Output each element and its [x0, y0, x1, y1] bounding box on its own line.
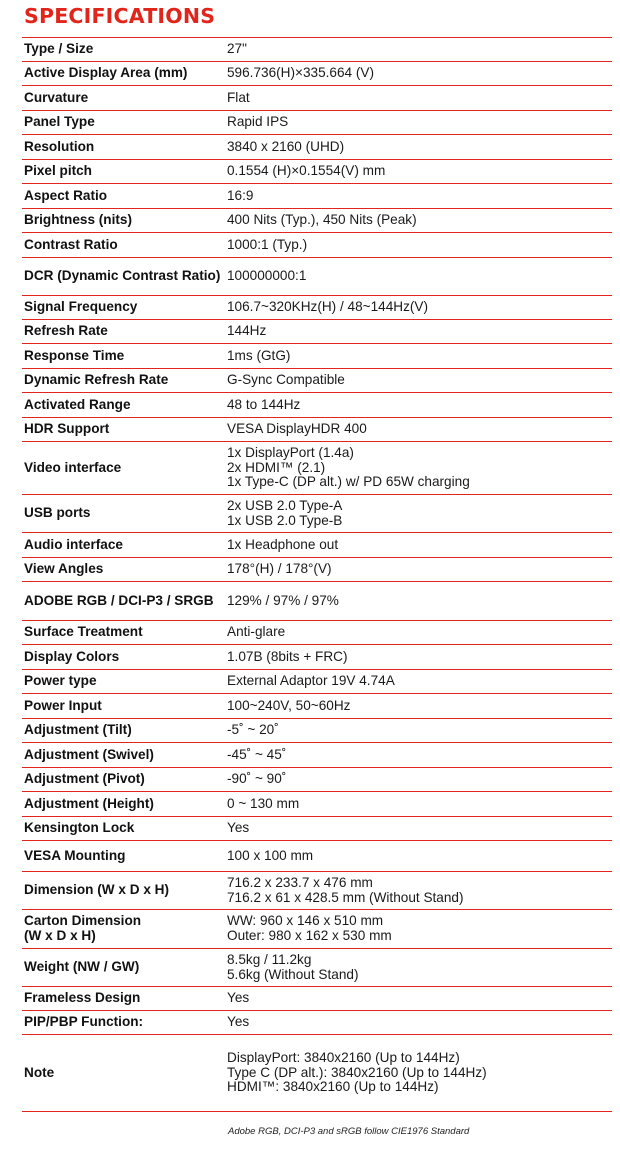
spec-value: 3840 x 2160 (UHD) [222, 135, 612, 160]
spec-label: ADOBE RGB / DCI-P3 / SRGB [22, 582, 222, 621]
spec-row [22, 160, 612, 184]
spec-row [22, 442, 612, 495]
spec-row [22, 1035, 612, 1112]
spec-value: External Adaptor 19V 4.74A [222, 670, 612, 694]
spec-label: Signal Frequency [22, 296, 222, 320]
page-title: SPECIFICATIONS [24, 4, 216, 28]
spec-value: Rapid IPS [222, 111, 612, 135]
spec-value: -5˚ ~ 20˚ [222, 719, 612, 743]
spec-value: Flat [222, 86, 612, 111]
spec-row [22, 872, 612, 910]
color-standard-footnote: Adobe RGB, DCI-P3 and sRGB follow CIE1976 Standard [228, 1126, 470, 1137]
spec-row [22, 768, 612, 792]
spec-value: 2x USB 2.0 Type-A 1x USB 2.0 Type-B [222, 495, 612, 533]
spec-row [22, 296, 612, 320]
spec-value: 8.5kg / 11.2kg 5.6kg (Without Stand) [222, 949, 612, 987]
spec-row [22, 558, 612, 582]
spec-row [22, 62, 612, 86]
spec-row [22, 320, 612, 344]
spec-value: Yes [222, 817, 612, 841]
spec-value: 1ms (GtG) [222, 344, 612, 369]
spec-row [22, 533, 612, 558]
spec-value: VESA DisplayHDR 400 [222, 418, 612, 442]
spec-row [22, 418, 612, 442]
spec-row [22, 209, 612, 233]
spec-label: Aspect Ratio [22, 184, 222, 209]
spec-value: 144Hz [222, 320, 612, 344]
spec-label: Response Time [22, 344, 222, 369]
spec-label: Power Input [22, 694, 222, 719]
spec-row [22, 719, 612, 743]
spec-value: 100~240V, 50~60Hz [222, 694, 612, 719]
spec-label: Display Colors [22, 645, 222, 670]
spec-label: HDR Support [22, 418, 222, 442]
spec-row [22, 38, 612, 62]
spec-row [22, 910, 612, 949]
spec-label: Weight (NW / GW) [22, 949, 222, 987]
spec-value: G-Sync Compatible [222, 369, 612, 393]
spec-row [22, 949, 612, 987]
spec-value: 596.736(H)×335.664 (V) [222, 62, 612, 86]
spec-row [22, 743, 612, 768]
spec-value: 1x Headphone out [222, 533, 612, 558]
spec-label: View Angles [22, 558, 222, 582]
spec-row [22, 582, 612, 621]
spec-label: Active Display Area (mm) [22, 62, 222, 86]
spec-value: -45˚ ~ 45˚ [222, 743, 612, 768]
spec-value: 716.2 x 233.7 x 476 mm 716.2 x 61 x 428.5 mm (Without Stand) [222, 872, 612, 910]
spec-row [22, 184, 612, 209]
spec-label: Brightness (nits) [22, 209, 222, 233]
spec-value: 100000000:1 [222, 258, 612, 296]
specifications-table-body [22, 38, 612, 1112]
spec-row [22, 233, 612, 258]
spec-label: Refresh Rate [22, 320, 222, 344]
spec-value: 106.7~320KHz(H) / 48~144Hz(V) [222, 296, 612, 320]
spec-value: WW: 960 x 146 x 510 mm Outer: 980 x 162 x 530 mm [222, 910, 612, 949]
spec-row [22, 369, 612, 393]
spec-value: 1.07B (8bits + FRC) [222, 645, 612, 670]
spec-value: 1x DisplayPort (1.4a) 2x HDMI™ (2.1) 1x Type-C (DP alt.) w/ PD 65W charging [222, 442, 612, 495]
spec-row [22, 344, 612, 369]
spec-row [22, 495, 612, 533]
spec-label: Carton Dimension (W x D x H) [22, 910, 222, 949]
spec-label: Resolution [22, 135, 222, 160]
spec-row [22, 645, 612, 670]
spec-label: Kensington Lock [22, 817, 222, 841]
spec-label: Dynamic Refresh Rate [22, 369, 222, 393]
spec-label: Audio interface [22, 533, 222, 558]
spec-row [22, 258, 612, 296]
spec-value: 16:9 [222, 184, 612, 209]
spec-label: Frameless Design [22, 987, 222, 1011]
spec-label: Surface Treatment [22, 621, 222, 645]
spec-value: 0 ~ 130 mm [222, 792, 612, 817]
spec-label: Panel Type [22, 111, 222, 135]
spec-label: USB ports [22, 495, 222, 533]
spec-value: 0.1554 (H)×0.1554(V) mm [222, 160, 612, 184]
spec-value: -90˚ ~ 90˚ [222, 768, 612, 792]
spec-label: Adjustment (Swivel) [22, 743, 222, 768]
spec-row [22, 670, 612, 694]
spec-label: Dimension (W x D x H) [22, 872, 222, 910]
spec-label: Adjustment (Tilt) [22, 719, 222, 743]
spec-label: Video interface [22, 442, 222, 495]
spec-row [22, 694, 612, 719]
spec-row [22, 987, 612, 1011]
spec-label: VESA Mounting [22, 841, 222, 872]
spec-label: PIP/PBP Function: [22, 1011, 222, 1035]
spec-label: Curvature [22, 86, 222, 111]
spec-value: 129% / 97% / 97% [222, 582, 612, 621]
spec-value: Anti-glare [222, 621, 612, 645]
spec-label: Type / Size [22, 38, 222, 62]
spec-value: 48 to 144Hz [222, 393, 612, 418]
spec-label: Note [22, 1035, 222, 1112]
spec-row [22, 621, 612, 645]
spec-value: Yes [222, 987, 612, 1011]
spec-row [22, 817, 612, 841]
spec-row [22, 792, 612, 817]
spec-row [22, 1011, 612, 1035]
spec-label: Adjustment (Pivot) [22, 768, 222, 792]
spec-label: Activated Range [22, 393, 222, 418]
spec-label: DCR (Dynamic Contrast Ratio) [22, 258, 222, 296]
spec-label: Contrast Ratio [22, 233, 222, 258]
spec-row [22, 135, 612, 160]
spec-value: 178°(H) / 178°(V) [222, 558, 612, 582]
spec-label: Adjustment (Height) [22, 792, 222, 817]
specifications-table [22, 37, 612, 1112]
spec-label: Power type [22, 670, 222, 694]
spec-label: Pixel pitch [22, 160, 222, 184]
spec-value: 400 Nits (Typ.), 450 Nits (Peak) [222, 209, 612, 233]
spec-value: 100 x 100 mm [222, 841, 612, 872]
spec-value: 27" [222, 38, 612, 62]
spec-row [22, 111, 612, 135]
spec-row [22, 86, 612, 111]
spec-value: 1000:1 (Typ.) [222, 233, 612, 258]
spec-value: DisplayPort: 3840x2160 (Up to 144Hz) Type C (DP alt.): 3840x2160 (Up to 144Hz) HDMI™: 3840x2160 (Up to 144Hz) [222, 1035, 612, 1112]
spec-value: Yes [222, 1011, 612, 1035]
spec-row [22, 393, 612, 418]
spec-row [22, 841, 612, 872]
